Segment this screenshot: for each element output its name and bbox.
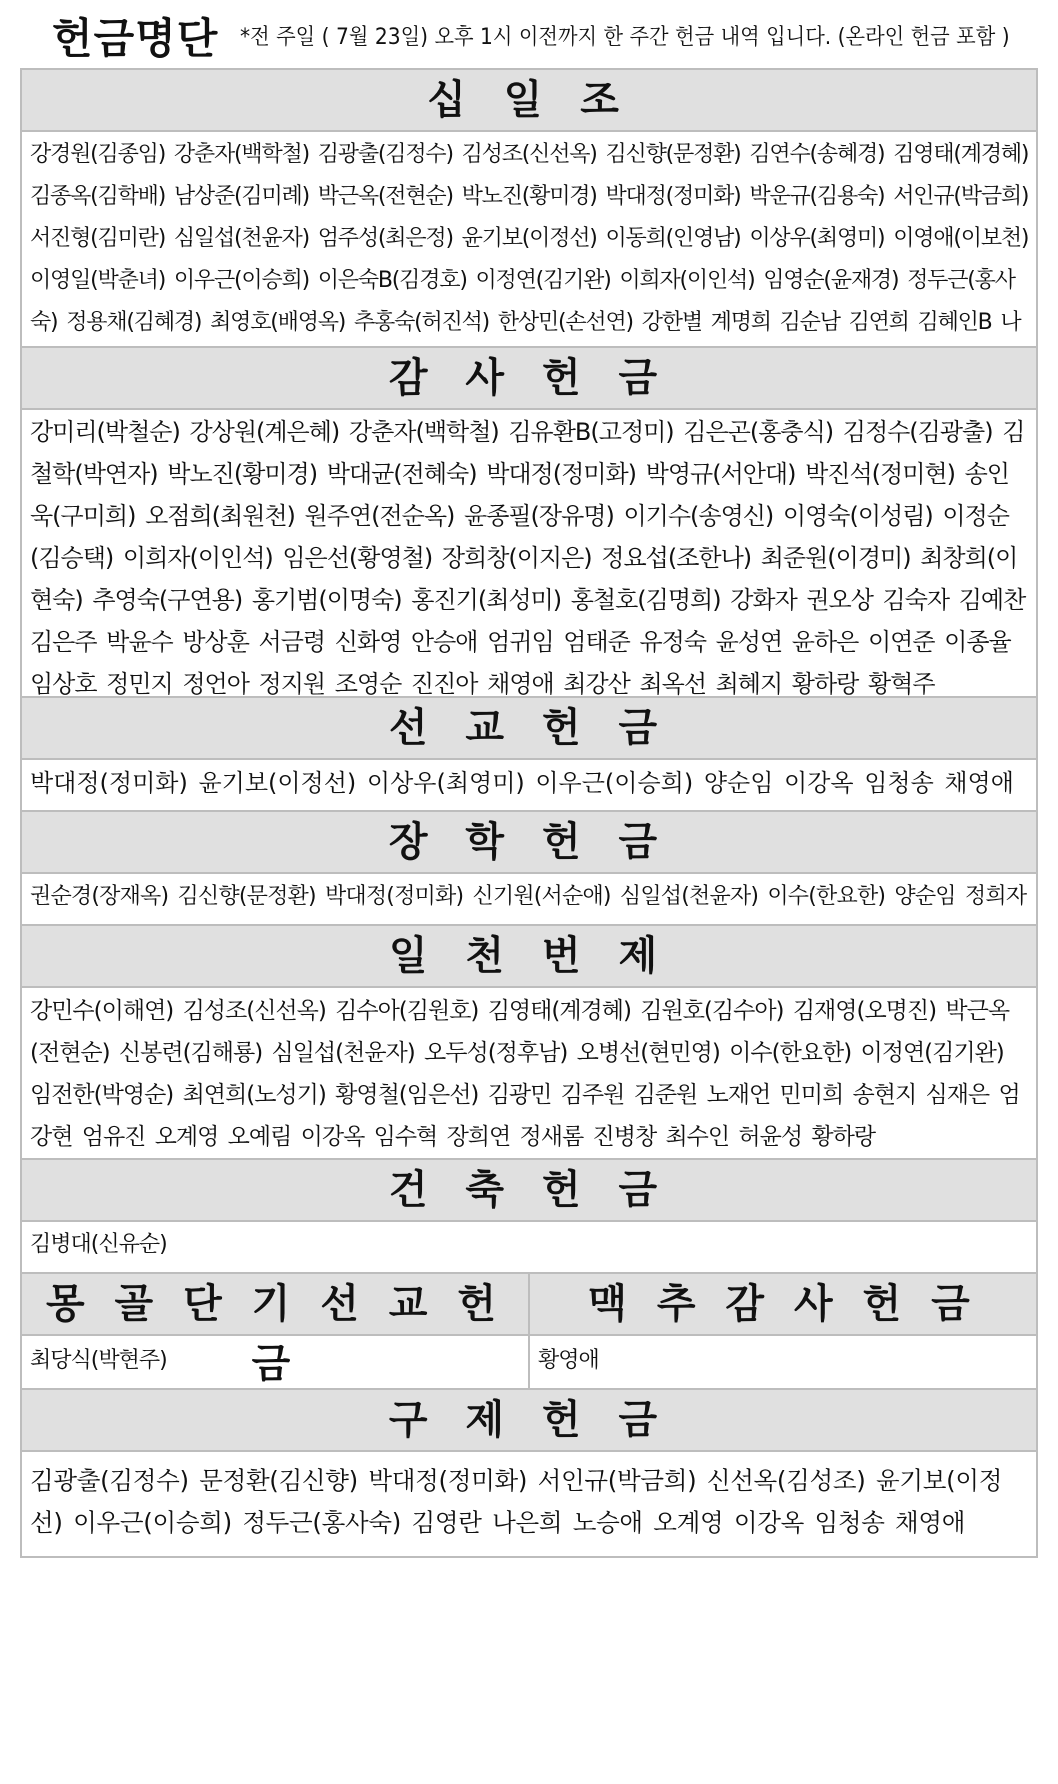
section-title-relief: 구 제 헌 금	[22, 1388, 1036, 1452]
column-harvest-thanksgiving	[528, 1272, 1036, 1388]
column-mongolia-mission	[22, 1272, 528, 1388]
name-list-building: 김병대(신유순)	[30, 1232, 167, 1257]
section-title-scholarship: 장 학 헌 금	[22, 810, 1036, 874]
section-title-thousand: 일 천 번 제	[22, 924, 1036, 988]
section-body-tithe	[22, 132, 1036, 346]
name-list-mongolia-mission: 최당식(박현주)	[30, 1348, 167, 1373]
name-list-harvest-thanksgiving: 황영애	[538, 1348, 599, 1373]
section-body-harvest-thanksgiving	[530, 1336, 1036, 1388]
section-title-tithe: 십 일 조	[22, 68, 1036, 132]
section-body-thousand	[22, 988, 1036, 1158]
notice-text: *전 주일 ( 7월 23일) 오후 1시 이전까지 한 주간 헌금 내역 입니다. (온라인 헌금 포함 )	[240, 25, 1010, 50]
name-list-tithe: 강경원(김종임) 강춘자(백학철) 김광출(김정수) 김성조(신선옥) 김신향(문정환) 김연수(송혜경) 김영태(계경혜) 김종옥(김학배) 남상준(김미례) 박근옥(전현순) 박노진(황미경) 박대정(정미화) 박운규(김용숙) 서인규(박금희) 서진형(김미란) 심일섭(천윤자) 엄주성(최은정) 윤기보(이정선) 이동희(인영남) 이상우(최영미) 이영애(이보천) 이영일(박춘녀) 이우근(이승희) 이은숙B(김경호) 이정연(김기완) 이희자(이인석) 임영순(윤재경) 정두근(홍사숙) 정용채(김혜경) 최영호(배영옥) 추홍숙(허진석) 한상민(손선연) 강한별 계명희 김순남 김연희 김혜인B 나	[30, 142, 1029, 335]
name-list-thousand: 강민수(이해연) 김성조(신선옥) 김수아(김원호) 김영태(계경혜) 김원호(김수아) 김재영(오명진) 박근옥(전현순) 신봉련(김해룡) 심일섭(천윤자) 오두성(정후남) 오병선(현민영) 이수(한요한) 이정연(김기완) 임전한(박영순) 최연희(노성기) 황영철(임은선) 김광민 김주원 김준원 노재언 민미희 송현지 심재은 엄강현 엄유진 오계영 오예림 이강옥 임수혁 장희연 정새롬 진병창 최수인 허윤성 황하랑	[30, 998, 1020, 1150]
offering-table	[20, 68, 1038, 1558]
page-title: 헌금명단	[52, 14, 219, 63]
name-list-scholarship: 권순경(장재옥) 김신향(문정환) 박대정(정미화) 신기원(서순애) 심일섭(천윤자) 이수(한요한) 양순임 정희자	[30, 884, 1027, 909]
section-title-mongolia-mission: 몽 골 단 기 선 교 헌 금	[22, 1272, 528, 1336]
section-title-harvest-thanksgiving: 맥 추 감 사 헌 금	[530, 1272, 1036, 1336]
section-title-thanksgiving: 감 사 헌 금	[22, 346, 1036, 410]
section-body-scholarship	[22, 874, 1036, 924]
section-body-mission	[22, 760, 1036, 810]
name-list-mission: 박대정(정미화) 윤기보(이정선) 이상우(최영미) 이우근(이승희) 양순임 이강옥 임청송 채영애	[30, 769, 1014, 797]
name-list-thanksgiving: 강미리(박철순) 강상원(계은혜) 강춘자(백학철) 김유환B(고정미) 김은곤(홍충식) 김정수(김광출) 김철학(박연자) 박노진(황미경) 박대균(전혜숙) 박대정(정미화) 박영규(서안대) 박진석(정미현) 송인욱(구미희) 오점희(최원천) 원주연(전순옥) 윤종필(장유명) 이기수(송영신) 이영숙(이성림) 이정순(김승택) 이희자(이인석) 임은선(황영철) 장희창(이지은) 정요섭(조한나) 최준원(이경미) 최창희(이현숙) 추영숙(구연용) 홍기범(이명숙) 홍진기(최성미) 홍철호(김명희) 강화자 권오상 김숙자 김예찬 김은주 박윤수 방상훈 서금령 신화영 안승애 엄귀임 엄태준 유정숙 윤성연 윤하은 이연준 이종율 임상호 정민지 정언아 정지원 조영순 진진아 채영애 최강산 최옥선 최혜지 황하랑 황혁주	[30, 418, 1026, 696]
name-list-relief: 김광출(김정수) 문정환(김신향) 박대정(정미화) 서인규(박금희) 신선옥(김성조) 윤기보(이정선) 이우근(이승희) 정두근(홍사숙) 김영란 나은희 노승애 오계영 이강옥 임청송 채영애	[30, 1466, 1003, 1537]
section-body-thanksgiving	[22, 410, 1036, 696]
section-title-building: 건 축 헌 금	[22, 1158, 1036, 1222]
section-body-building	[22, 1222, 1036, 1272]
section-title-mission: 선 교 헌 금	[22, 696, 1036, 760]
page-header	[0, 0, 1058, 68]
section-body-relief	[22, 1452, 1036, 1558]
split-section-row	[22, 1272, 1036, 1388]
